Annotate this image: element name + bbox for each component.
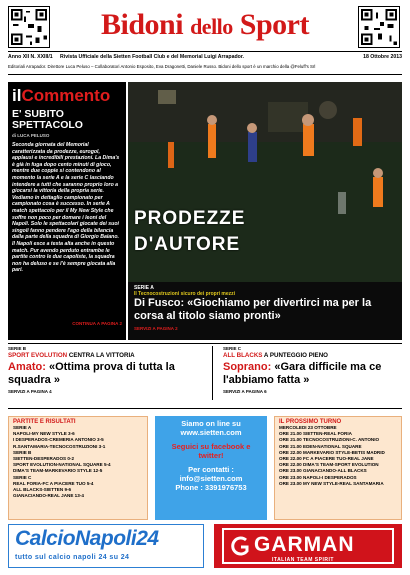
comment-title: E' SUBITO SPETTACOLO	[12, 108, 83, 131]
results-group-b	[13, 450, 143, 475]
result-line: REAL FORIA-FC A PIACERE TUO 5-4	[13, 480, 94, 486]
calcionapoli24-tagline: tutto sul calcio napoli 24 su 24	[15, 554, 130, 561]
results-group-a	[13, 425, 143, 450]
contact-phone-line[interactable]: Phone : 3391976753	[175, 483, 247, 492]
story-a-kicker-rest: CENTRA LA VITTORIA	[67, 352, 135, 359]
fixture-line: ORE 22.00 DIMA'S TEAM-SPORT EVOLUTION	[279, 462, 379, 468]
story-a-headline	[8, 361, 198, 387]
editorial-credits: Editoriali Arrapador. Direttore Luca Peluso – Collaboratori Antonio Esposito, Eva Dragonetti, Daniele Russo. Bidoni dello sport è un marchio della @Feluff's Srl	[8, 64, 316, 69]
results-serie-a-label: SERIE A	[13, 425, 32, 430]
story-serie-b[interactable]	[8, 346, 198, 400]
main-story-serie: SERIE A	[134, 285, 154, 291]
garman-logo: GARMAN	[254, 533, 355, 556]
next-round-box	[274, 416, 402, 520]
comment-author: di LUCA PELUSO	[12, 133, 50, 138]
results-serie-c-label: SERIE C	[13, 474, 32, 480]
main-story-quote: Di Fusco: «Giochiamo per divertirci ma per la corsa al titolo siamo pronti»	[134, 297, 372, 322]
main-headline-line-1: PRODEZZE	[134, 208, 246, 229]
fixture-line: ORE 21.00 EDEN-NATIONAL SQUARE	[279, 443, 362, 449]
story-a-kicker	[8, 352, 198, 359]
story-a-serie: SERIE B	[8, 346, 27, 351]
issue-info-row	[8, 54, 402, 64]
qr-code-left[interactable]	[8, 6, 50, 48]
story-b-headline-speaker: Soprano:	[223, 361, 272, 373]
comment-heading-word: Commento	[21, 86, 111, 105]
fixture-line: ORE 22.00 FC A PIACERE TUO-REAL JANE	[279, 456, 374, 462]
main-headline	[134, 206, 294, 258]
story-b-kicker-rest: A PUNTEGGIO PIENO	[262, 352, 328, 359]
comment-continue-link[interactable]: CONTINUA A PAGINA 2	[72, 321, 122, 326]
results-group-c	[13, 475, 143, 500]
social-line[interactable]: Seguici su facebook e twitter!	[171, 442, 251, 460]
logo-word-bidoni: Bidoni	[101, 8, 191, 41]
story-a-kicker-team: SPORT EVOLUTION	[8, 352, 68, 359]
story-b-headline-quote: «Gara difficile ma ce l'abbiamo fatta »	[223, 361, 382, 386]
calcionapoli24-logo: CalcioNapoli24	[15, 527, 159, 550]
logo-word-dello: dello	[190, 14, 233, 39]
story-b-headline	[223, 361, 402, 387]
website-line[interactable]: Siamo on line su www.sietten.com	[180, 419, 242, 437]
comment-heading-il: il	[12, 86, 22, 105]
garman-tagline: ITALIAN TEAM SPIRIT	[272, 557, 334, 563]
garman-g-icon	[230, 536, 250, 558]
website-info-box[interactable]	[155, 416, 267, 520]
story-b-kicker	[223, 352, 402, 359]
fixture-line: ORE 22.00 MARKEVARIO STYLE-BETIS MADRID	[279, 449, 385, 455]
editorial-comment	[8, 82, 126, 340]
publication-description: Rivista Ufficiale della Sietten Football Club e del Memorial Luigi Arrapador.	[60, 54, 244, 60]
result-line: GIANACIANDO-REAL JANE 13-4	[13, 493, 84, 499]
contact-email-line[interactable]: Per contatti : info@sietten.com	[179, 465, 243, 483]
result-line: SPORT EVOLUTION-NATIONAL SQUARE 5-4	[13, 462, 111, 468]
section-rule	[8, 343, 402, 344]
result-line: ALL BLACKS-SIETTEN 9-6	[13, 487, 72, 493]
story-b-kicker-team: ALL BLACKS	[223, 352, 263, 359]
masthead-logo[interactable]	[60, 8, 350, 44]
result-line: I DESPERADOS-CREMERIA ANTONIO 3-5	[13, 437, 104, 443]
fixture-line: ORE 21.00 TECNOCOSTRUZIONI-C. ANTONIO	[279, 437, 380, 443]
issue-number: Anno XII N. XXIII/1	[8, 54, 53, 60]
garman-ad[interactable]	[214, 524, 402, 568]
main-story-kicker: Il Tecnocostruzioni sicuro dei propri mezzi	[134, 291, 236, 297]
fixture-line: ORE 23.00 NAPOLI-I DESPERADOS	[279, 474, 357, 480]
fixture-line: ORE 23.00 MY NEW STYLE-REAL SANTAMARIA	[279, 480, 384, 486]
next-round-date: MERCOLEDI 23 OTTOBRE	[279, 425, 337, 430]
result-line: NAPOLI-MY NEW STYLE 3-6	[13, 431, 75, 437]
story-b-service-link[interactable]: SERVIZI A PAGINA 6	[223, 389, 267, 394]
masthead-rule-top	[8, 51, 402, 52]
story-serie-c[interactable]	[212, 346, 402, 400]
main-story[interactable]	[128, 82, 402, 340]
results-box	[8, 416, 148, 520]
story-a-headline-quote: «Ottima prova di tutta la squadra »	[8, 361, 175, 386]
result-line: R.SANTAMARIA-TECNOCOSTRUZIONI 3-1	[13, 443, 106, 449]
comment-body: Seconda giornata del Memorial caratterizzata da prodezze, eurogol, applausi e incredibili prestazioni. La Dima's è già in fuga dopo cento minuti di gioco, mentre due coppie si contendono al momento la serie A e la serie C lasciando intendere a tutti che saranno proprio loro a giocarsi la vittoria della propria serie. Vediamo in dettaglio campionato per campionato cosa è successo. In serie A match spettacolo per il My New Style che soffre non poco per domare i leoni del Napoli. Solo le spettacolari giocate dei suoi singoli fanno pendere l'ago della bilancia dalla parte della squadra di Giorgio Baiano. Il Napoli esce a testa alta anche in questo match. Pur avendo perduto entrambe le partite contro le due capoliste, la squadra non ha deluso e se l'è sempre giocata alla pari.	[12, 142, 120, 274]
qr-code-right[interactable]	[358, 6, 400, 48]
results-serie-b-label: SERIE B	[13, 449, 32, 455]
masthead-rule-bottom	[8, 74, 402, 75]
issue-date: 18 Ottobre 2013	[363, 54, 402, 60]
calcionapoli24-ad[interactable]	[8, 524, 204, 568]
boxes-rule	[8, 408, 402, 409]
results-title: PARTITE E RISULTATI	[13, 419, 76, 425]
garman-frame	[222, 528, 394, 564]
comment-heading	[12, 86, 122, 106]
fixture-line: ORE 23.00 GIANACIANDO-ALL BLACKS	[279, 468, 367, 474]
result-line: SIETTEN-DESPERADOS 0-2	[13, 456, 75, 462]
main-story-service-link[interactable]: SERVIZI A PAGINA 2	[134, 326, 178, 331]
fixture-line: ORE 21.00 SIETTEN-REAL FORIA	[279, 431, 352, 437]
story-b-serie: SERIE C	[223, 346, 242, 351]
main-headline-line-2: D'AUTORE	[134, 234, 241, 255]
story-a-headline-speaker: Amato:	[8, 361, 46, 373]
story-a-service-link[interactable]: SERVIZI A PAGINA 4	[8, 389, 52, 394]
result-line: DIMA'S TEAM-MARKEVARIO STYLE 12-5	[13, 468, 103, 474]
logo-word-sport: Sport	[232, 8, 309, 41]
next-round-title: IL PROSSIMO TURNO	[279, 419, 342, 425]
